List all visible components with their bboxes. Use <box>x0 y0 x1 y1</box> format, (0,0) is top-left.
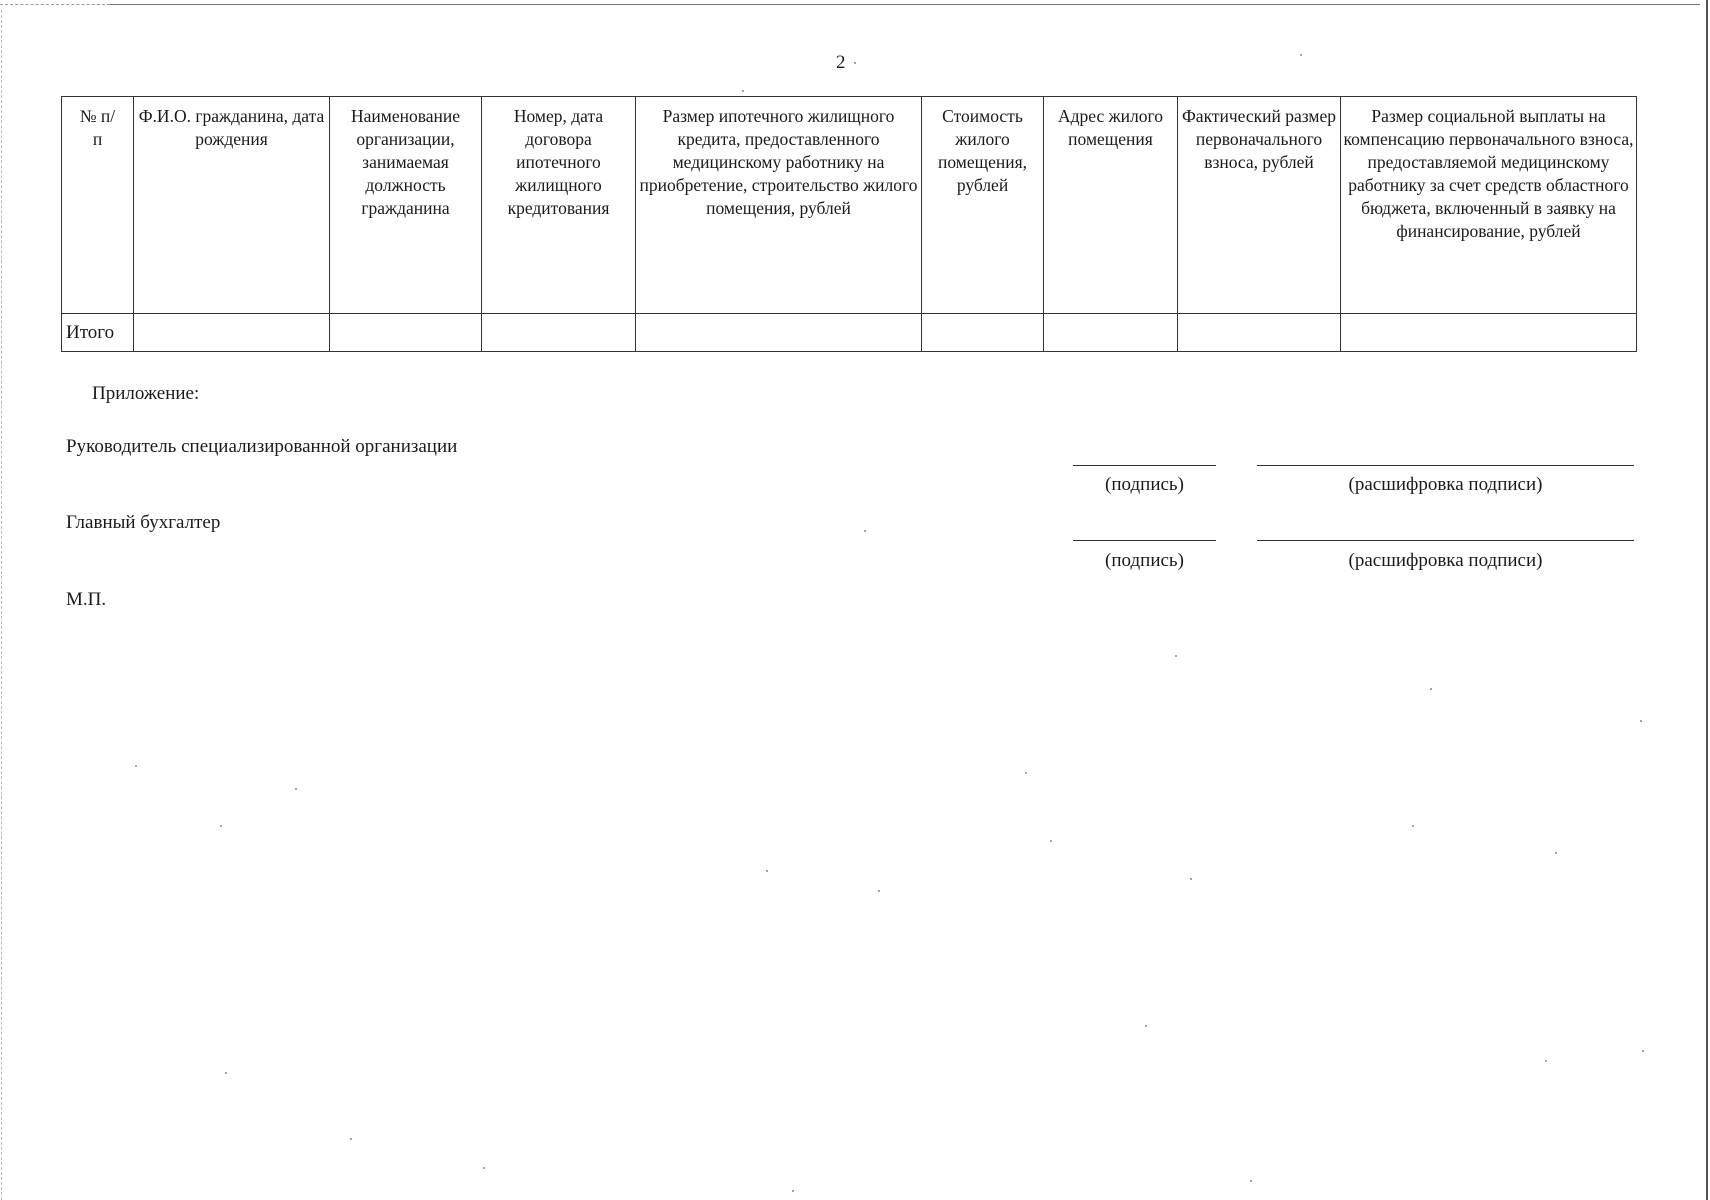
table-cell <box>1044 314 1178 352</box>
col-header-social-payment: Размер социальной выплаты на компенсацию первоначального взноса, предоставляемой медицинскому работнику за счет средств областного бюджета, включенный в заявку на финансирование, рублей <box>1341 97 1637 314</box>
col-header-full-name: Ф.И.О. гражданина, дата рождения <box>134 97 330 314</box>
table-cell <box>922 314 1044 352</box>
col-header-organization: Наименование организации, занимаемая должность гражданина <box>330 97 482 314</box>
col-header-property-address: Адрес жилого помещения <box>1044 97 1178 314</box>
head-signature-line <box>1073 465 1216 466</box>
table-cell <box>134 314 330 352</box>
head-signature-caption: (подпись) <box>1105 474 1184 495</box>
scan-edge-top <box>0 4 1700 5</box>
table-cell <box>1178 314 1341 352</box>
table-cell <box>482 314 636 352</box>
col-header-down-payment: Фактический размер первоначального взноса, рублей <box>1178 97 1341 314</box>
table-cell <box>330 314 482 352</box>
table-total-row <box>62 314 1637 352</box>
accountant-label: Главный бухгалтер <box>66 512 221 533</box>
accountant-signature-caption: (подпись) <box>1105 550 1184 571</box>
col-header-number: № п/п <box>62 97 134 314</box>
attachment-label: Приложение: <box>92 383 200 404</box>
scan-edge-right <box>1706 0 1708 1200</box>
accountant-transcript-line <box>1257 540 1634 541</box>
accountant-transcript-caption: (расшифровка подписи) <box>1348 550 1543 571</box>
table-cell <box>636 314 922 352</box>
total-row-label: Итого <box>62 314 134 352</box>
head-transcript-caption: (расшифровка подписи) <box>1348 474 1543 495</box>
head-transcript-line <box>1257 465 1634 466</box>
application-table <box>61 96 1637 352</box>
head-label: Руководитель специализированной организации <box>66 436 458 457</box>
table-cell <box>1341 314 1637 352</box>
scan-edge-top-dash <box>0 4 110 5</box>
page-number: 2 <box>836 52 846 73</box>
col-header-mortgage-amount: Размер ипотечного жилищного кредита, предоставленного медицинскому работнику на приобретение, строительство жилого помещения, рублей <box>636 97 922 314</box>
col-header-contract: Номер, дата договора ипотечного жилищного кредитования <box>482 97 636 314</box>
stamp-label: М.П. <box>66 589 107 610</box>
table-header-row <box>62 97 1637 314</box>
accountant-signature-line <box>1073 540 1216 541</box>
col-header-property-cost: Стоимость жилого помещения, рублей <box>922 97 1044 314</box>
scan-edge-left <box>1 10 2 1200</box>
